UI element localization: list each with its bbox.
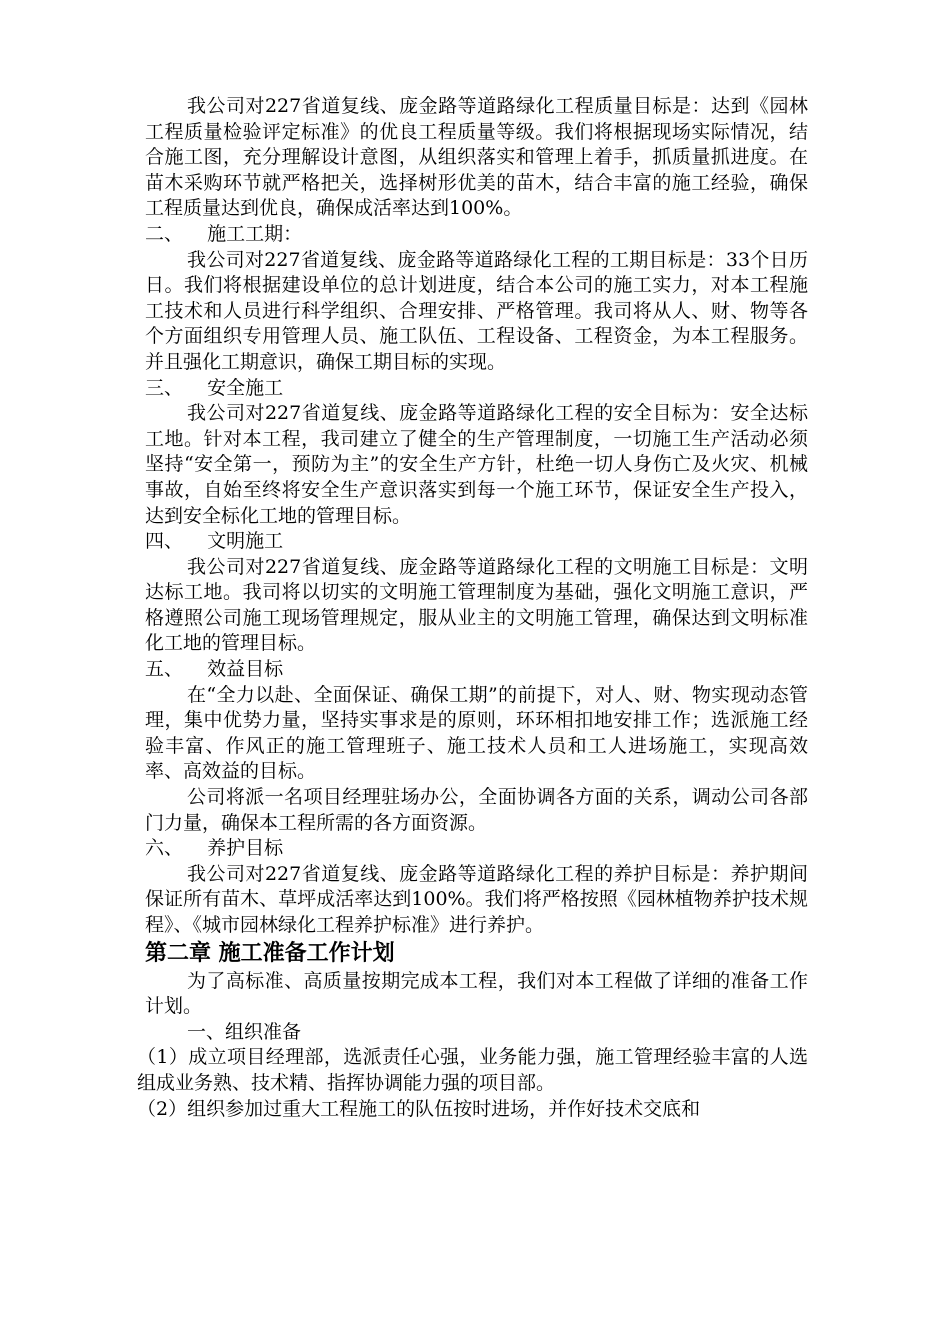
section-heading: 四、 文明施工 bbox=[145, 530, 284, 553]
body-paragraph: 我公司对227省道复线、庞金路等道路绿化工程的文明施工目标是：文明达标工地。我司将以切实的文明施工管理制度为基础，强化文明施工意识，严格遵照公司施工现场管理规定，服从业主的文明施工管理，确保达到文明标准化工地的管理目标。 bbox=[145, 555, 808, 655]
section-heading: 二、 施工工期： bbox=[145, 222, 303, 245]
preparation-section bbox=[137, 969, 808, 1123]
body-paragraph: 我公司对227省道复线、庞金路等道路绿化工程质量目标是：达到《园林工程质量检验评定标准》的优良工程质量等级。我们将根据现场实际情况，结合施工图，充分理解设计意图，从组织落实和管理上着手，抓质量抓进度。在苗木采购环节就严格把关，选择树形优美的苗木，结合丰富的施工经验，确保工程质量达到优良，确保成活率达到100%。 bbox=[145, 95, 808, 220]
section-heading: 五、 效益目标 bbox=[145, 658, 284, 681]
goals-section bbox=[145, 94, 808, 939]
list-item: （1）成立项目经理部，选派责任心强，业务能力强，施工管理经验丰富的人选组成业务熟、技术精、指挥协调能力强的项目部。 bbox=[137, 1046, 808, 1094]
body-paragraph: 我公司对227省道复线、庞金路等道路绿化工程的养护目标是：养护期间保证所有苗木、草坪成活率达到100%。我们将严格按照《园林植物养护技术规程》、《城市园林绿化工程养护标准》进行养护。 bbox=[145, 862, 808, 936]
body-paragraph: 我公司对227省道复线、庞金路等道路绿化工程的安全目标为：安全达标工地。针对本工程，我司建立了健全的生产管理制度，一切施工生产活动必须坚持“安全第一，预防为主”的安全生产方针，杜绝一切人身伤亡及火灾、机械事故，自始至终将安全生产意识落实到每一个施工环节，保证安全生产投入，达到安全标化工地的管理目标。 bbox=[145, 402, 808, 527]
section-heading: 六、 养护目标 bbox=[145, 837, 284, 860]
document-body bbox=[137, 94, 808, 1122]
subsection-heading: 一、组织准备 bbox=[187, 1020, 302, 1043]
body-paragraph: 公司将派一名项目经理驻场办公，全面协调各方面的关系，调动公司各部门力量，确保本工程所需的各方面资源。 bbox=[145, 786, 808, 834]
section-heading: 三、 安全施工 bbox=[145, 376, 284, 399]
chapter-heading: 第二章 施工准备工作计划 bbox=[145, 940, 395, 966]
body-paragraph: 我公司对227省道复线、庞金路等道路绿化工程的工期目标是：33个日历日。我们将根据建设单位的总计划进度，结合本公司的施工实力，对本工程施工技术和人员进行科学组织、合理安排、严格管理。我司将从人、财、物等各个方面组织专用管理人员、施工队伍、工程设备、工程资金，为本工程服务。并且强化工期意识，确保工期目标的实现。 bbox=[145, 248, 808, 373]
body-paragraph: 在“全力以赴、全面保证、确保工期”的前提下，对人、财、物实现动态管理，集中优势力量，坚持实事求是的原则，环环相扣地安排工作；选派施工经验丰富、作风正的施工管理班子、施工技术人员和工人进场施工，实现高效率、高效益的目标。 bbox=[145, 683, 808, 783]
list-item: （2）组织参加过重大工程施工的队伍按时进场，并作好技术交底和 bbox=[137, 1097, 701, 1120]
body-paragraph: 为了高标准、高质量按期完成本工程，我们对本工程做了详细的准备工作计划。 bbox=[145, 969, 808, 1018]
